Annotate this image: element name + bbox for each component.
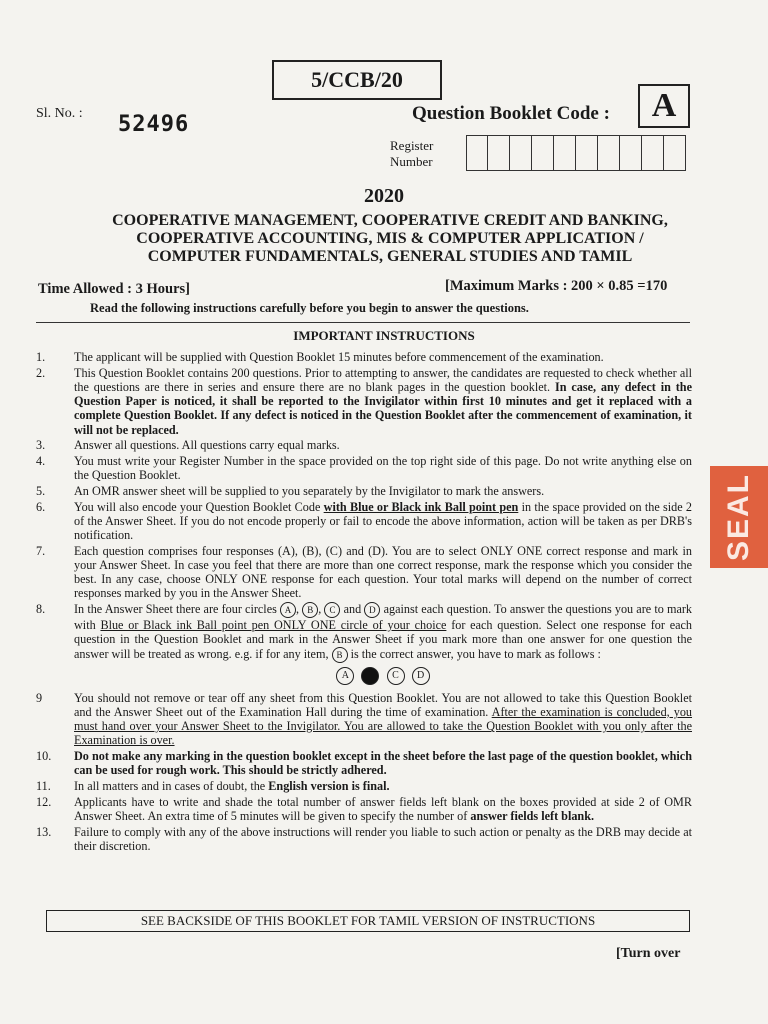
register-digit-box[interactable]	[554, 135, 576, 171]
instruction-text-bold: In case, any defect in the Question Paper is noticed, it shall be reported to the Invigilator within first 10 minutes and get it replaced with a complete Question Booklet. If any defect is noticed in the Question Booklet after the commencement of examination, it will not be replaced.	[74, 379, 692, 437]
instruction-text-bold: English version is final.	[268, 778, 390, 793]
instruction-item	[36, 691, 692, 748]
instruction-text: This Question Booklet contains 200 questions. Prior to attempting to answer, the candidates are requested to check whether all the questions are there in series and ensure there are no blank pages in the question booklet.	[74, 365, 692, 394]
instruction-item	[36, 749, 692, 777]
instruction-item	[36, 454, 692, 482]
circle-d-icon: D	[412, 667, 430, 685]
instruction-text-underlined: Blue or Black ink Ball point pen ONLY ONE circle of your choice	[100, 618, 447, 633]
circle-b-icon: B	[332, 647, 348, 663]
instruction-text: You must write your Register Number in the space provided on the top right side of this page. Do not write anything else on the Question Booklet.	[74, 453, 692, 483]
booklet-code-box: A	[638, 84, 690, 128]
instruction-item	[36, 350, 692, 364]
instruction-text: and	[343, 601, 362, 616]
register-digit-box[interactable]	[488, 135, 510, 171]
instruction-text-bold: answer fields left blank.	[470, 808, 595, 823]
register-number-boxes[interactable]	[466, 135, 686, 171]
instruction-item	[36, 366, 692, 437]
instruction-number: 4.	[36, 453, 46, 468]
circle-d-icon: D	[364, 602, 380, 618]
instruction-number: 3.	[36, 438, 46, 453]
circle-a-icon: A	[336, 667, 354, 685]
register-digit-box[interactable]	[576, 135, 598, 171]
seal-label: SEAL	[722, 472, 755, 562]
instruction-number: 1.	[36, 350, 46, 364]
instruction-number: 5.	[36, 483, 46, 498]
time-allowed: Time Allowed : 3 Hours]	[38, 281, 190, 297]
subject-line-1: COOPERATIVE MANAGEMENT, COOPERATIVE CREDIT AND BANKING,	[112, 212, 668, 229]
instruction-text: In all matters and in cases of doubt, the	[74, 778, 266, 793]
register-digit-box[interactable]	[664, 135, 686, 171]
instruction-item	[36, 544, 692, 601]
instruction-text: is the correct answer, you have to mark as follows :	[350, 646, 601, 661]
instruction-text: Answer all questions. All questions carry equal marks.	[74, 438, 340, 453]
instruction-text: in the space provided on the side 2 of the Answer Sheet. If you do not encode properly or fail to encode the above information, action will be taken as per DRB's notification.	[74, 499, 692, 542]
instruction-number: 12.	[36, 794, 52, 809]
instruction-text: The applicant will be supplied with Question Booklet 15 minutes before commencement of the examination.	[74, 350, 604, 364]
instructions-list	[36, 350, 692, 855]
circle-c-icon: C	[324, 602, 340, 618]
subject-title	[40, 212, 740, 266]
instruction-text: You will also encode your Question Booklet Code	[74, 499, 321, 514]
instruction-text: Each question comprises four responses (A), (B), (C) and (D). You are to select ONLY ONE correct response and mark in your Answer Sheet. In case you feel that there are more than one correct response, mark the response which you consider the best. In any case, choose ONLY ONE response for each question. Your total marks will depend on the number of correct responses marked by you in the Answer Sheet.	[74, 543, 692, 601]
filled-circle-icon	[361, 667, 379, 685]
register-digit-box[interactable]	[620, 135, 642, 171]
circle-a-icon: A	[280, 602, 296, 618]
subject-line-3: COMPUTER FUNDAMENTALS, GENERAL STUDIES AND TAMIL	[147, 248, 633, 265]
register-label-line2: Number	[390, 154, 433, 169]
instruction-text: against each question. To answer the questions you are to mark with	[74, 601, 693, 633]
instruction-text: In the Answer Sheet there are four circles	[74, 601, 277, 616]
booklet-code-label: Question Booklet Code :	[412, 103, 610, 124]
divider	[36, 322, 690, 323]
serial-number-label: Sl. No. :	[36, 106, 83, 121]
register-digit-box[interactable]	[510, 135, 532, 171]
register-digit-box[interactable]	[642, 135, 664, 171]
register-digit-box[interactable]	[466, 135, 488, 171]
serial-number-value: 52496	[118, 112, 190, 137]
instruction-number: 11.	[36, 778, 51, 793]
instruction-number: 2.	[36, 365, 46, 380]
register-label-line1: Register	[390, 138, 434, 153]
instruction-number: 9	[36, 690, 43, 705]
instruction-number: 7.	[36, 543, 46, 558]
instruction-number: 8.	[36, 601, 46, 616]
subject-line-2: COOPERATIVE ACCOUNTING, MIS & COMPUTER APPLICATION /	[136, 230, 644, 247]
instruction-text: Applicants have to write and shade the total number of answer fields left blank on the boxes provided at side 2 of OMR Answer Sheet. An extra time of 5 minutes will be given to specify the number of	[74, 794, 692, 823]
instruction-item	[36, 500, 692, 543]
register-digit-box[interactable]	[598, 135, 620, 171]
register-digit-box[interactable]	[532, 135, 554, 171]
instruction-text-underlined: After the examination is concluded, you must hand over your Answer Sheet to the Invigilator. You are allowed to take the Question Booklet with you only after the Examination is over.	[74, 704, 693, 748]
instruction-item	[36, 825, 692, 853]
instruction-text: You should not remove or tear off any sheet from this Question Booklet. You are not allowed to take this Question Booklet and the Answer Sheet out of the Examination Hall during the time of examination.	[74, 690, 692, 719]
instruction-number: 10.	[36, 749, 52, 764]
instruction-number: 13.	[36, 824, 52, 839]
circle-b-icon: B	[302, 602, 318, 618]
maximum-marks: [Maximum Marks : 200 × 0.85 =170	[445, 278, 668, 294]
instruction-item	[36, 779, 692, 793]
circle-c-icon: C	[387, 667, 405, 685]
register-number-label	[390, 138, 460, 170]
seal-sticker	[710, 466, 768, 568]
instruction-text: for each question. Select one response for each question in the Question Booklet and mark in the Answer Sheet if you mark more than one answer for one question the answer will be treated as wrong. e.g. if for any item,	[74, 618, 693, 661]
instruction-text-bold: Do not make any marking in the question booklet except in the sheet before the last page of the question booklet, which can be used for rough work. This should be strictly adhered.	[74, 749, 692, 778]
read-instructions-note: Read the following instructions carefully before you begin to answer the questions.	[90, 301, 529, 315]
sample-answer-marking	[74, 667, 692, 685]
instruction-number: 6.	[36, 499, 46, 514]
instruction-text: Failure to comply with any of the above instructions will render you liable to such action or penalty as the DRB may decide at their discretion.	[74, 824, 692, 853]
turn-over-label: [Turn over	[616, 946, 681, 961]
instruction-item: 8. In the Answer Sheet there are four circles A , B , C and D against each question. To answer the questions you are to mark with Blue or Black ink Ball point pen ONLY ONE circle of your choice for each question. Select one response for each question in the Question Booklet and mark in the Answer Sheet if you mark more than one answer for one question the answer will be treated as wrong. e.g. if for any item, B is the correct answer, you have to mark as follows : A C D	[36, 602, 692, 685]
paper-code: 5/CCB/20	[272, 60, 442, 100]
important-instructions-heading: IMPORTANT INSTRUCTIONS	[293, 328, 475, 343]
instruction-item	[36, 795, 692, 823]
instruction-text: An OMR answer sheet will be supplied to you separately by the Invigilator to mark the answers.	[74, 483, 545, 498]
exam-year: 2020	[364, 185, 404, 207]
instruction-text-emphasis: with Blue or Black ink Ball point pen	[323, 499, 519, 514]
backside-note: SEE BACKSIDE OF THIS BOOKLET FOR TAMIL VERSION OF INSTRUCTIONS	[46, 910, 690, 932]
instruction-item	[36, 438, 692, 452]
instruction-item	[36, 484, 692, 498]
